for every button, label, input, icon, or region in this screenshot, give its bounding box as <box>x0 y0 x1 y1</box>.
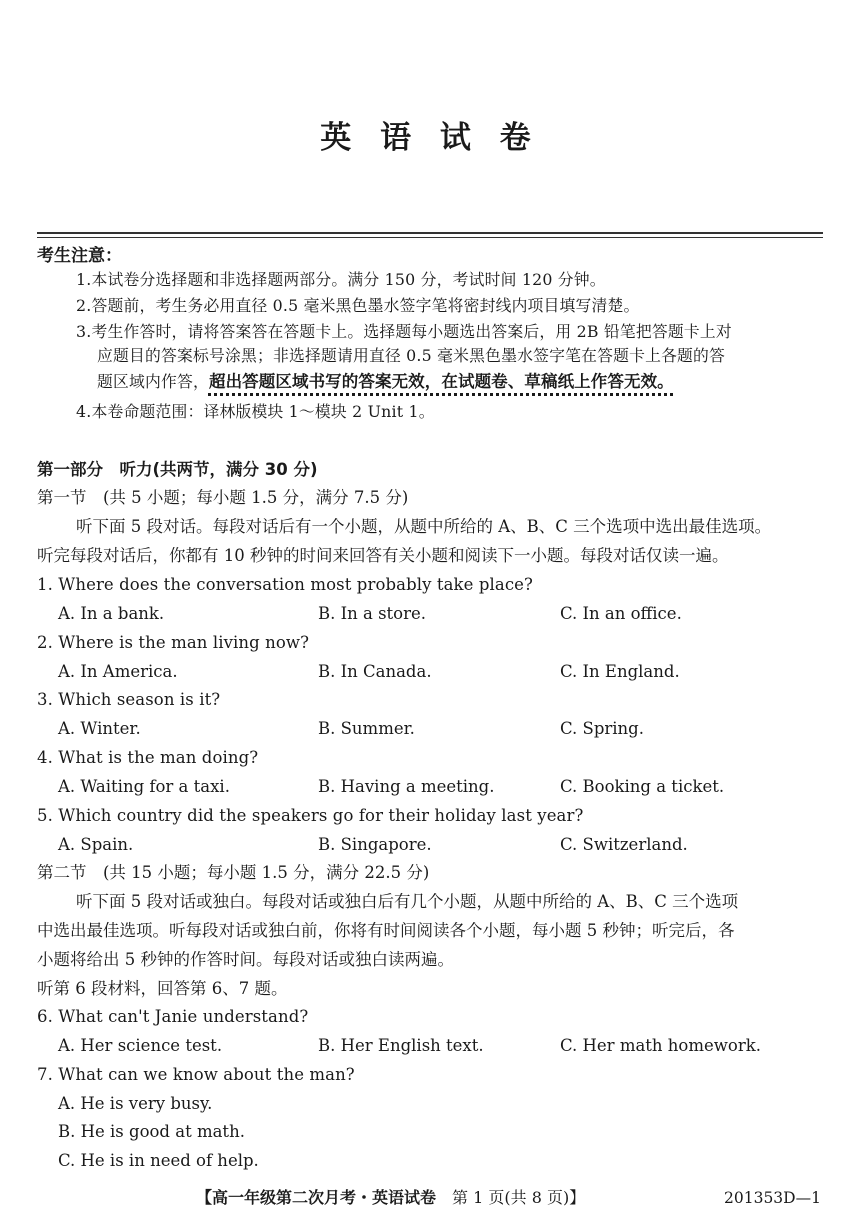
section1-instructions: 听完每段对话后，你都有 10 秒钟的时间来回答有关小题和阅读下一小题。每段对话仅读一遍。 <box>37 546 729 565</box>
note-item-continued-text: 题区域内作答， <box>97 372 209 391</box>
section2-instructions: 听下面 5 段对话或独白。每段对话或独白后有几个小题，从题中所给的 A、B、C 三个选项 <box>76 892 739 911</box>
exam-title: 英 语 试 卷 <box>320 120 540 156</box>
option-c: C. In an office. <box>560 604 682 623</box>
option-a: A. In America. <box>58 662 178 681</box>
option-b: B. Singapore. <box>318 835 432 854</box>
option-c: C. Spring. <box>560 719 644 738</box>
option-c: C. In England. <box>560 662 680 681</box>
material-instruction: 听第 6 段材料，回答第 6、7 题。 <box>37 979 288 998</box>
note-item: 3.考生作答时，请将答案答在答题卡上。选择题每小题选出答案后，用 2B 铅笔把答题卡上对 <box>76 322 732 341</box>
option-a: A. In a bank. <box>58 604 165 623</box>
question-1: 1. Where does the conversation most probably take place? <box>37 575 533 594</box>
section1-instructions: 听下面 5 段对话。每段对话后有一个小题，从题中所给的 A、B、C 三个选项中选出最佳选项。 <box>76 517 772 536</box>
question-6: 6. What can't Janie understand? <box>37 1007 309 1026</box>
note-item-continued <box>97 372 674 392</box>
option-b: B. Her English text. <box>318 1036 484 1055</box>
question-3: 3. Which season is it? <box>37 690 221 709</box>
option-b: B. Summer. <box>318 719 415 738</box>
option-a: A. Spain. <box>58 835 134 854</box>
note-item: 1.本试卷分选择题和非选择题两部分。满分 150 分，考试时间 120 分钟。 <box>76 270 606 289</box>
question-5: 5. Which country did the speakers go for their holiday last year? <box>37 806 584 825</box>
option-a: A. Winter. <box>58 719 141 738</box>
note-item-continued: 应题目的答案标号涂黑；非选择题请用直径 0.5 毫米黑色墨水签字笔在答题卡上各题的答 <box>97 346 726 365</box>
note-item: 2.答题前，考生务必用直径 0.5 毫米黑色墨水签字笔将密封线内项目填写清楚。 <box>76 296 640 315</box>
option-c: C. Switzerland. <box>560 835 688 854</box>
section1-heading: 第一节 (共 5 小题；每小题 1.5 分，满分 7.5 分) <box>37 488 409 507</box>
note-item: 4.本卷命题范围：译林版模块 1～模块 2 Unit 1。 <box>76 402 435 421</box>
exam-code: 201353D—1 <box>724 1189 821 1207</box>
emphasis-warning: 超出答题区域书写的答案无效，在试题卷、草稿纸上作答无效。 <box>208 372 674 391</box>
part1-heading: 第一部分 听力(共两节，满分 30 分) <box>37 460 318 479</box>
notes-heading: 考生注意： <box>37 246 122 266</box>
option-b: B. Having a meeting. <box>318 777 495 796</box>
option-b: B. In Canada. <box>318 662 432 681</box>
option-b: B. He is good at math. <box>58 1122 245 1141</box>
footer-page-number: 第 1 页(共 8 页)】 <box>436 1188 586 1207</box>
question-4: 4. What is the man doing? <box>37 748 259 767</box>
footer-exam-name: 【高一年级第二次月考・英语试卷 <box>196 1188 437 1207</box>
option-a: A. Her science test. <box>58 1036 223 1055</box>
section2-instructions: 中选出最佳选项。听每段对话或独白前，你将有时间阅读各个小题，每小题 5 秒钟；听完后，各 <box>37 921 735 940</box>
option-a: A. Waiting for a taxi. <box>58 777 230 796</box>
option-b: B. In a store. <box>318 604 427 623</box>
double-rule-top <box>37 232 823 234</box>
double-rule-bottom <box>37 237 823 238</box>
section2-instructions: 小题将给出 5 秒钟的作答时间。每段对话或独白读两遍。 <box>37 950 454 969</box>
option-a: A. He is very busy. <box>58 1094 213 1113</box>
option-c: C. He is in need of help. <box>58 1151 259 1170</box>
option-c: C. Booking a ticket. <box>560 777 725 796</box>
section2-heading: 第二节 (共 15 小题；每小题 1.5 分，满分 22.5 分) <box>37 863 430 882</box>
question-2: 2. Where is the man living now? <box>37 633 310 652</box>
page-footer <box>196 1188 585 1208</box>
question-7: 7. What can we know about the man? <box>37 1065 355 1084</box>
option-c: C. Her math homework. <box>560 1036 761 1055</box>
